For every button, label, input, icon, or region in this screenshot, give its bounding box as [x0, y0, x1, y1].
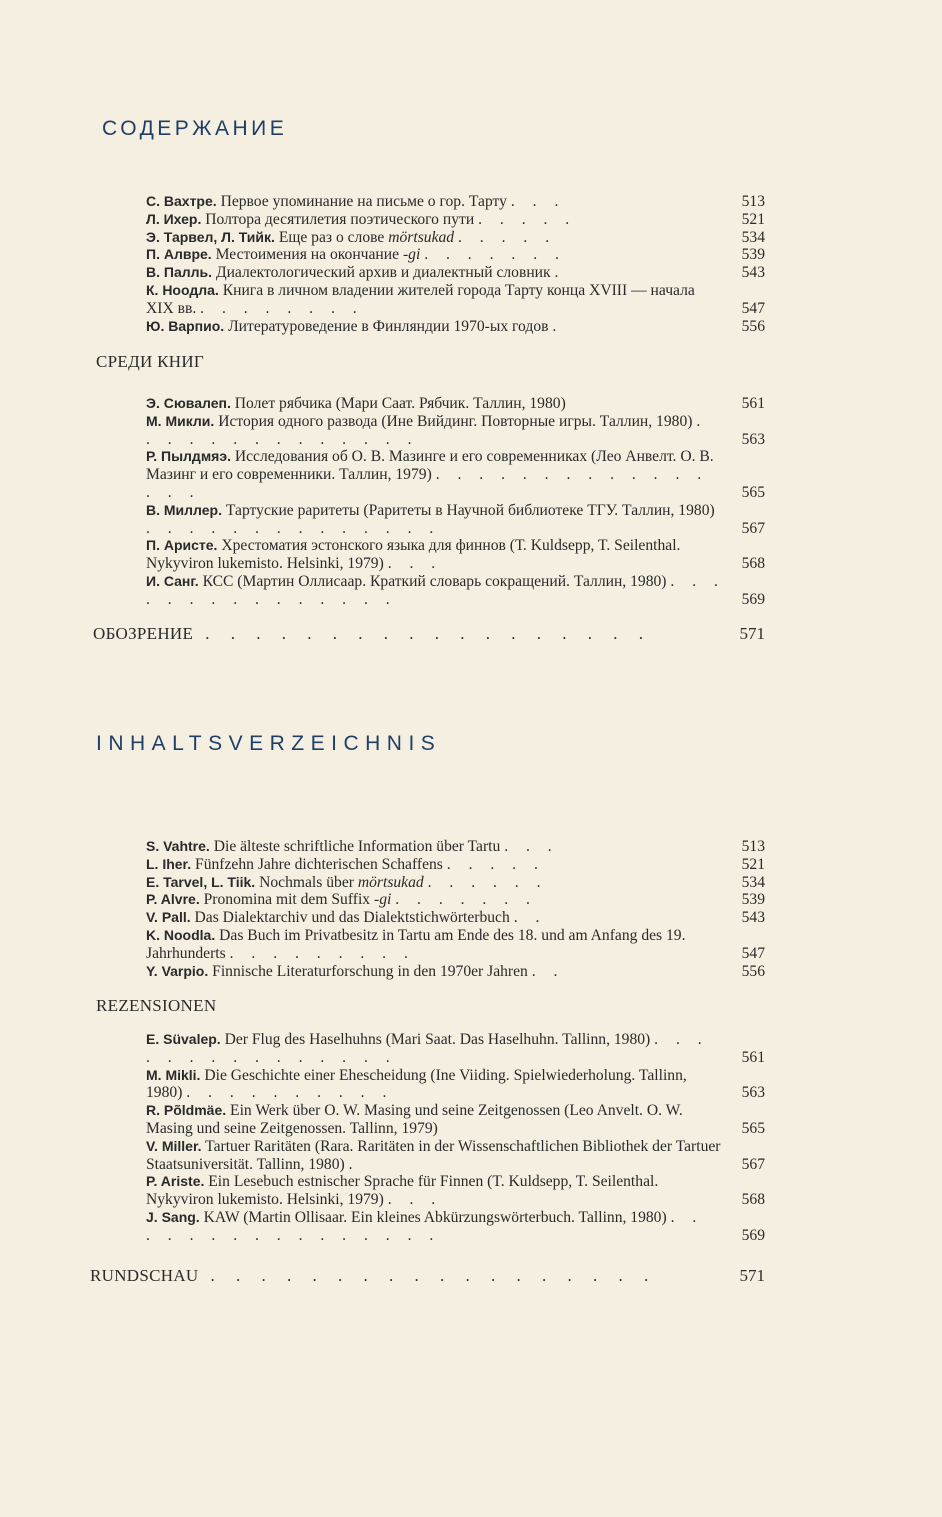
- entry-author: J. Sang.: [146, 1208, 200, 1225]
- entry-page-number: 513: [741, 193, 765, 210]
- entry-author: П. Аристе.: [146, 537, 218, 554]
- entry-italic-term: -gi: [374, 891, 392, 909]
- entry-page-number: 513: [741, 838, 765, 855]
- entry-title: Die Geschichte einer Ehescheidung (Ine Viiding. Spielwiederholung. Tallinn, 1980): [146, 1066, 687, 1102]
- entry-leader: . . .: [387, 555, 443, 573]
- overview-page-de: 571: [739, 1266, 765, 1285]
- overview-line-de: [90, 1266, 765, 1286]
- toc-entry-text: [146, 1209, 725, 1245]
- entry-author: П. Алвре.: [146, 246, 212, 263]
- entry-author: Л. Ихер.: [146, 210, 202, 227]
- entry-title: Полет рябчика (Мари Саат. Рябчик. Таллин, 1980): [234, 395, 566, 412]
- toc-entry-text: [146, 1138, 725, 1174]
- entry-leader: . . . . . . . . . . . . . . .: [146, 1031, 709, 1066]
- toc-entry-text: [146, 264, 725, 282]
- entry-page-number: 539: [741, 891, 765, 909]
- entry-author: В. Палль.: [146, 264, 213, 281]
- entry-italic-term: mörtsukad: [388, 228, 455, 246]
- toc-entry: [146, 318, 765, 336]
- entry-leader: . . . . . . . . . . . . . .: [146, 519, 441, 537]
- entry-leader: . . . . . . .: [395, 891, 537, 909]
- entry-leader: . . . . . . . . . .: [186, 1084, 394, 1102]
- toc-entry-text: [146, 318, 725, 336]
- entry-leader: . . . . . . . . . . . . . .: [146, 412, 708, 448]
- entry-title: Полтора десятилетия поэтического пути: [205, 210, 475, 228]
- toc-entry-text: [146, 909, 725, 927]
- toc-entry: [146, 264, 765, 282]
- entry-page-number: 521: [741, 855, 765, 873]
- entry-title: Fünfzehn Jahre dichterischen Schaffens: [195, 855, 443, 873]
- entry-author: К. Ноодла.: [146, 281, 219, 298]
- entry-page-number: 563: [741, 430, 765, 448]
- toc-entry: [146, 229, 765, 247]
- toc-entry: [146, 891, 765, 909]
- entry-title: Тартуские раритеты (Раритеты в Научной библиотеке ТГУ. Таллин, 1980): [225, 501, 715, 519]
- entry-page-number: 521: [741, 210, 765, 228]
- entry-author: В. Миллер.: [146, 501, 222, 518]
- toc-entry-text: [146, 856, 725, 874]
- entry-author: M. Mikli.: [146, 1066, 201, 1083]
- entry-leader: .: [348, 1155, 360, 1173]
- entry-page-number: 567: [741, 1155, 765, 1173]
- toc-entry: [146, 282, 765, 318]
- entry-page-number: 568: [741, 555, 765, 573]
- overview-leader-ru: . . . . . . . . . . . . . . . . . .: [205, 624, 652, 643]
- entry-page-number: 567: [741, 519, 765, 537]
- overview-label-ru: ОБОЗРЕНИЕ: [93, 624, 194, 643]
- entry-leader: . . . . . . . . .: [229, 944, 415, 962]
- entry-page-number: 556: [741, 317, 765, 335]
- toc-entry-text: [146, 193, 725, 211]
- entry-page-number: 563: [741, 1084, 765, 1102]
- reviews-list-de: [146, 1031, 765, 1245]
- entry-page-number: 561: [741, 395, 765, 412]
- toc-entry: [146, 211, 765, 229]
- entry-author: L. Iher.: [146, 855, 192, 872]
- entry-leader: . . . . .: [458, 228, 557, 246]
- entry-title: Pronomina mit dem Suffix: [203, 891, 371, 909]
- toc-entry-text: [146, 448, 725, 501]
- entry-page-number: 569: [741, 590, 765, 608]
- entry-author: R. Põldmäe.: [146, 1102, 227, 1119]
- toc-entry-text: [146, 573, 725, 609]
- overview-leader-de: . . . . . . . . . . . . . . . . . .: [210, 1266, 657, 1285]
- reviews-heading-de: REZENSIONEN: [96, 996, 217, 1015]
- entry-leader: . . . . . . . .: [200, 299, 364, 317]
- entry-title: Еще раз о слове: [278, 228, 385, 246]
- entry-leader: . . .: [504, 838, 559, 855]
- contents-title-ru: СОДЕРЖАНИЕ: [102, 117, 288, 140]
- entry-title: Der Flug des Haselhuhns (Mari Saat. Das Haselhuhn. Tallinn, 1980): [224, 1031, 651, 1048]
- entry-leader: .: [552, 317, 564, 335]
- toc-entry: [146, 1102, 765, 1138]
- toc-entry-text: [146, 502, 725, 538]
- entry-author: P. Alvre.: [146, 891, 200, 908]
- toc-entry-text: [146, 1031, 725, 1067]
- entry-leader: . . . . . . .: [424, 246, 566, 264]
- toc-entry: [146, 193, 765, 211]
- entry-title: Die älteste schriftliche Information über Tartu: [213, 838, 501, 855]
- entry-author: V. Miller.: [146, 1137, 202, 1154]
- entry-title: Исследования об О. В. Мазинге и его современниках (Лео Анвелт. О. В. Мазинг и его современники. Таллин, 1979): [146, 448, 714, 484]
- toc-entry-text: [146, 413, 725, 449]
- toc-entry: [146, 448, 765, 501]
- toc-entry: [146, 395, 765, 413]
- entry-page-number: 569: [741, 1226, 765, 1244]
- toc-entry: [146, 963, 765, 981]
- entry-page-number: 534: [741, 873, 765, 891]
- entry-leader: . . . . . . . . . . . . . . .: [146, 572, 725, 608]
- entry-author: И. Санг.: [146, 572, 199, 589]
- entry-title: История одного развода (Ине Вийдинг. Повторные игры. Таллин, 1980): [218, 412, 693, 430]
- entry-author: K. Noodla.: [146, 926, 216, 943]
- articles-list-ru: [146, 193, 765, 335]
- overview-line-ru: [93, 624, 765, 644]
- toc-entry: [146, 1173, 765, 1209]
- entry-leader: . . . . .: [446, 855, 545, 873]
- entry-title: Nochmals über: [259, 873, 354, 891]
- toc-entry: [146, 856, 765, 874]
- toc-entry: [146, 502, 765, 538]
- reviews-list-ru: [146, 395, 765, 609]
- entry-leader: .: [554, 264, 566, 282]
- entry-page-number: 547: [741, 299, 765, 317]
- entry-title: KAW (Martin Ollisaar. Ein kleines Abkürzungswörterbuch. Tallinn, 1980): [203, 1208, 667, 1226]
- overview-label-de: RUNDSCHAU: [90, 1266, 199, 1285]
- entry-title: Хрестоматия эстонского языка для финнов (Т. Kuldsepp, T. Seilenthal. Nykyviron lukemisto. Helsinki, 1979): [146, 537, 681, 573]
- toc-entry-text: [146, 891, 725, 909]
- entry-author: E. Tarvel, L. Tiik.: [146, 873, 256, 890]
- entry-page-number: 543: [741, 909, 765, 927]
- toc-entry-text: [146, 1067, 725, 1103]
- entry-title: Finnische Literaturforschung in den 1970er Jahren: [212, 962, 528, 980]
- entry-title: КСС (Мартин Оллисаар. Краткий словарь сокращений. Таллин, 1980): [202, 572, 667, 590]
- entry-title: Ein Werk über O. W. Masing und seine Zeitgenossen (Leo Anvelt. O. W. Masing und seine Zeitgenossen. Tallinn, 1979): [146, 1102, 683, 1137]
- entry-title: Das Dialektarchiv und das Dialektstichwörterbuch: [194, 909, 510, 927]
- entry-author: Ю. Варпио.: [146, 317, 225, 334]
- entry-leader: . . . . . . . . . . . . . . . .: [146, 466, 709, 501]
- overview-page-ru: 571: [739, 624, 765, 643]
- toc-entry-text: [146, 963, 725, 981]
- toc-entry: [146, 573, 765, 609]
- entry-page-number: 556: [741, 962, 765, 980]
- reviews-heading-ru: СРЕДИ КНИГ: [96, 352, 205, 371]
- entry-author: S. Vahtre.: [146, 838, 210, 854]
- toc-entry-text: [146, 229, 725, 247]
- toc-entry: [146, 909, 765, 927]
- entry-author: P. Ariste.: [146, 1173, 205, 1190]
- entry-page-number: 565: [741, 1119, 765, 1137]
- toc-entry-text: [146, 282, 725, 318]
- toc-entry: [146, 927, 765, 963]
- toc-entry: [146, 874, 765, 892]
- entry-italic-term: mörtsukad: [357, 873, 424, 891]
- entry-leader: . . . . .: [478, 210, 577, 228]
- entry-page-number: 539: [741, 246, 765, 264]
- entry-author: V. Pall.: [146, 909, 191, 926]
- entry-title: Das Buch im Privatbesitz in Tartu am Ende des 18. und am Anfang des 19. Jahrhunderts: [146, 926, 686, 962]
- toc-entry: [146, 1209, 765, 1245]
- entry-author: С. Вахтре.: [146, 193, 217, 209]
- entry-title: Первое упоминание на письме о гор. Тарту: [220, 193, 507, 210]
- entry-page-number: 543: [741, 264, 765, 282]
- toc-entry-text: [146, 246, 725, 264]
- entry-author: E. Süvalep.: [146, 1031, 221, 1047]
- toc-entry: [146, 537, 765, 573]
- entry-author: Р. Пылдмяэ.: [146, 448, 231, 465]
- toc-entry-text: [146, 537, 725, 573]
- entry-leader: . .: [513, 909, 547, 927]
- entry-title: Tartuer Raritäten (Rara. Raritäten in der Wissenschaftlichen Bibliothek der Tartuer Staatsuniversität. Tallinn, 1980): [146, 1137, 721, 1173]
- entry-title: Книга в личном владении жителей города Тарту конца XVIII — начала XIX вв.: [146, 281, 695, 317]
- entry-author: Э. Тарвел, Л. Тийк.: [146, 228, 275, 245]
- toc-entry: [146, 246, 765, 264]
- toc-entry: [146, 1138, 765, 1174]
- entry-author: Э. Сювалеп.: [146, 395, 231, 411]
- entry-leader: . . .: [387, 1191, 443, 1209]
- toc-entry-text: [146, 927, 725, 963]
- toc-entry-text: [146, 838, 725, 856]
- entry-leader: . . . . . .: [427, 873, 548, 891]
- entry-italic-term: -gi: [402, 246, 421, 264]
- entry-page-number: 561: [741, 1048, 765, 1066]
- entry-title: Местоимения на окончание: [215, 246, 400, 264]
- toc-entry: [146, 1031, 765, 1067]
- entry-title: Литературоведение в Финляндии 1970-ых годов: [228, 317, 549, 335]
- entry-leader: . . .: [510, 193, 566, 210]
- entry-leader: . . . . . . . . . . . . . . . .: [146, 1208, 704, 1244]
- toc-entry-text: [146, 1102, 725, 1138]
- articles-list-de: [146, 838, 765, 980]
- entry-title: Диалектологический архив и диалектный словник: [215, 264, 551, 282]
- entry-page-number: 568: [741, 1191, 765, 1209]
- toc-entry: [146, 413, 765, 449]
- entry-title: Ein Lesebuch estnischer Sprache für Finnen (T. Kuldsepp, T. Seilenthal. Nykyviron lukemisto. Helsinki, 1979): [146, 1173, 659, 1209]
- entry-author: М. Микли.: [146, 412, 215, 429]
- toc-entry-text: [146, 395, 725, 413]
- toc-entry: [146, 1067, 765, 1103]
- entry-leader: . .: [531, 962, 565, 980]
- toc-entry-text: [146, 1173, 725, 1209]
- toc-entry: [146, 838, 765, 856]
- entry-page-number: 534: [741, 228, 765, 246]
- entry-page-number: 565: [741, 483, 765, 501]
- entry-page-number: 547: [741, 944, 765, 962]
- contents-title-de: INHALTSVERZEICHNIS: [96, 732, 442, 755]
- toc-entry-text: [146, 211, 725, 229]
- toc-entry-text: [146, 874, 725, 892]
- entry-author: Y. Varpio.: [146, 962, 209, 979]
